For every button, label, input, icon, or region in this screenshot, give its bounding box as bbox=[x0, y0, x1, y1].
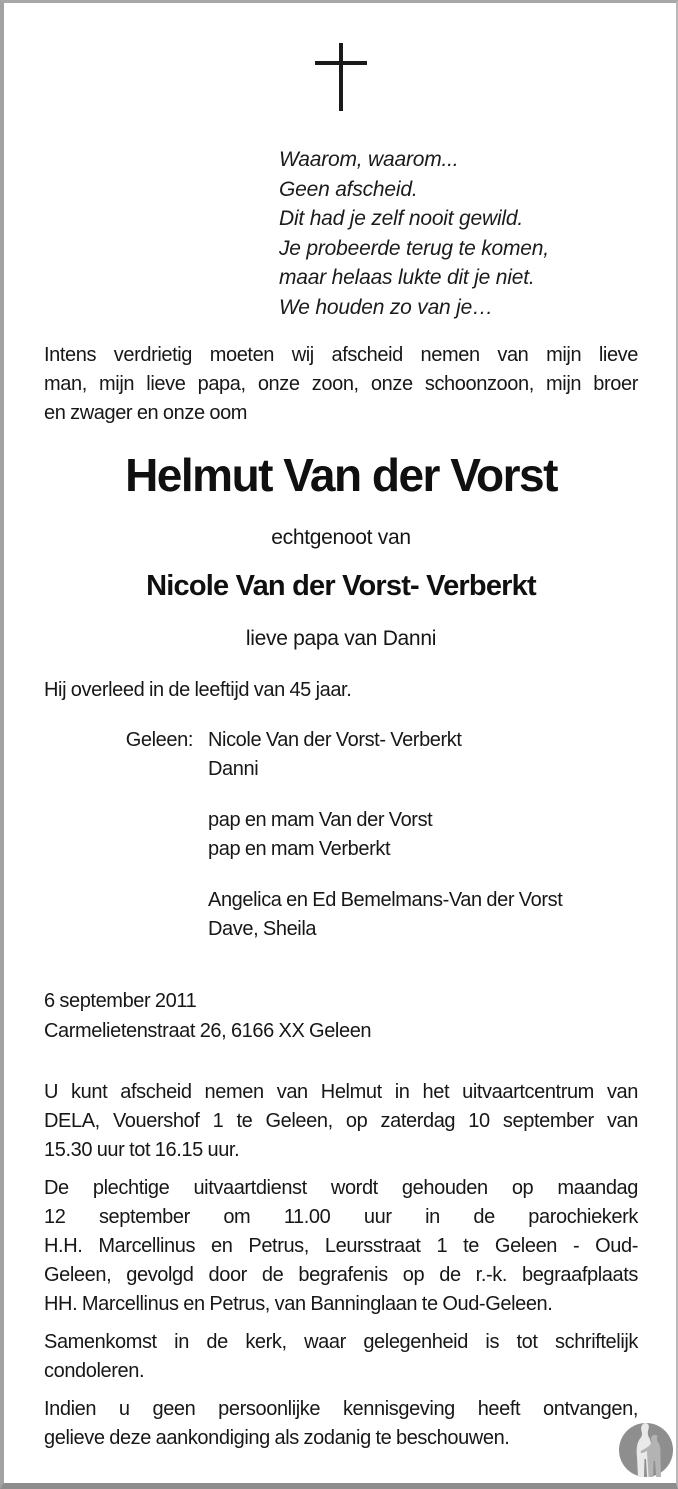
family-label-spacer bbox=[44, 915, 208, 944]
poem-line: Je probeerde terug te komen, bbox=[279, 236, 549, 260]
notice-paragraph bbox=[44, 1395, 638, 1453]
date-line: 6 september 2011 bbox=[44, 990, 197, 1012]
family-row bbox=[44, 755, 638, 784]
family-row bbox=[44, 806, 638, 835]
paragraph-line: 12 september om 11.00 uur in de parochiekerk bbox=[44, 1206, 638, 1228]
paragraph-line: De plechtige uitvaartdienst wordt gehouden op maandag bbox=[44, 1177, 638, 1199]
intro-line: en zwager en onze oom bbox=[44, 402, 248, 424]
paragraph-line: HH. Marcellinus en Petrus, van Banninglaan te Oud-Geleen. bbox=[44, 1293, 553, 1315]
relation-line: echtgenoot van bbox=[271, 526, 411, 549]
paragraph-line: U kunt afscheid nemen van Helmut in het uitvaartcentrum van bbox=[44, 1081, 638, 1103]
poem-line: Waarom, waarom... bbox=[279, 148, 459, 171]
family-name: Dave, Sheila bbox=[208, 918, 317, 940]
family-name: pap en mam Verberkt bbox=[208, 838, 391, 860]
deceased-name: Helmut Van der Vorst bbox=[125, 449, 557, 501]
cross-section bbox=[44, 43, 638, 111]
date-address-block bbox=[44, 986, 638, 1046]
poem-line: Geen afscheid. bbox=[279, 177, 418, 201]
cross-icon bbox=[315, 43, 367, 111]
family-row bbox=[44, 726, 638, 755]
paragraph-line: gelieve deze aankondiging als zodanig te beschouwen. bbox=[44, 1427, 510, 1449]
intro-paragraph bbox=[44, 341, 638, 428]
family-name: Nicole Van der Vorst- Verberkt bbox=[208, 729, 462, 751]
family-label-spacer bbox=[44, 886, 208, 915]
funeral-service-paragraph bbox=[44, 1174, 638, 1319]
paragraph-line: DELA, Vouershof 1 te Geleen, op zaterdag 10 september van bbox=[44, 1110, 638, 1132]
paragraph-line: Samenkomst in de kerk, waar gelegenheid is tot schriftelijk bbox=[44, 1331, 638, 1353]
address-line: Carmelietenstraat 26, 6166 XX Geleen bbox=[44, 1020, 372, 1042]
paragraph-line: condoleren. bbox=[44, 1360, 145, 1382]
family-name: Angelica en Ed Bemelmans-Van der Vorst bbox=[208, 889, 563, 911]
paragraph-line: 15.30 uur tot 16.15 uur. bbox=[44, 1139, 240, 1161]
family-label-spacer bbox=[44, 806, 208, 835]
poem-line: We houden zo van je… bbox=[279, 295, 493, 319]
family-label-spacer bbox=[44, 755, 208, 784]
paragraph-line: Geleen, gevolgd door de begrafenis op de r.-k. begraafplaats bbox=[44, 1264, 638, 1286]
condolence-paragraph bbox=[44, 1328, 638, 1386]
intro-line: Intens verdrietig moeten wij afscheid nemen van mijn lieve bbox=[44, 344, 638, 366]
family-group bbox=[44, 886, 638, 944]
paragraph-line: Indien u geen persoonlijke kennisgeving heeft ontvangen, bbox=[44, 1398, 638, 1420]
family-name: pap en mam Van der Vorst bbox=[208, 809, 433, 831]
family-name: Danni bbox=[208, 758, 259, 780]
family-row bbox=[44, 886, 638, 915]
paragraph-line: H.H. Marcellinus en Petrus, Leursstraat 1 te Geleen - Oud- bbox=[44, 1235, 638, 1257]
memorial-poem bbox=[279, 145, 638, 322]
viewing-paragraph bbox=[44, 1078, 638, 1165]
age-line: Hij overleed in de leeftijd van 45 jaar. bbox=[44, 679, 352, 701]
family-location-label: Geleen: bbox=[125, 729, 193, 751]
poem-line: maar helaas lukte dit je niet. bbox=[279, 266, 535, 289]
family-row bbox=[44, 835, 638, 864]
intro-line: man, mijn lieve papa, onze zoon, onze schoonzoon, mijn broer bbox=[44, 373, 638, 395]
dela-logo-icon bbox=[618, 1421, 674, 1479]
family-label-spacer bbox=[44, 835, 208, 864]
family-list bbox=[44, 726, 638, 944]
child-line: lieve papa van Danni bbox=[245, 627, 437, 650]
family-row bbox=[44, 915, 638, 944]
family-group bbox=[44, 806, 638, 864]
spouse-name: Nicole Van der Vorst- Verberkt bbox=[146, 570, 536, 602]
poem-line: Dit had je zelf nooit gewild. bbox=[279, 207, 524, 230]
family-group bbox=[44, 726, 638, 784]
